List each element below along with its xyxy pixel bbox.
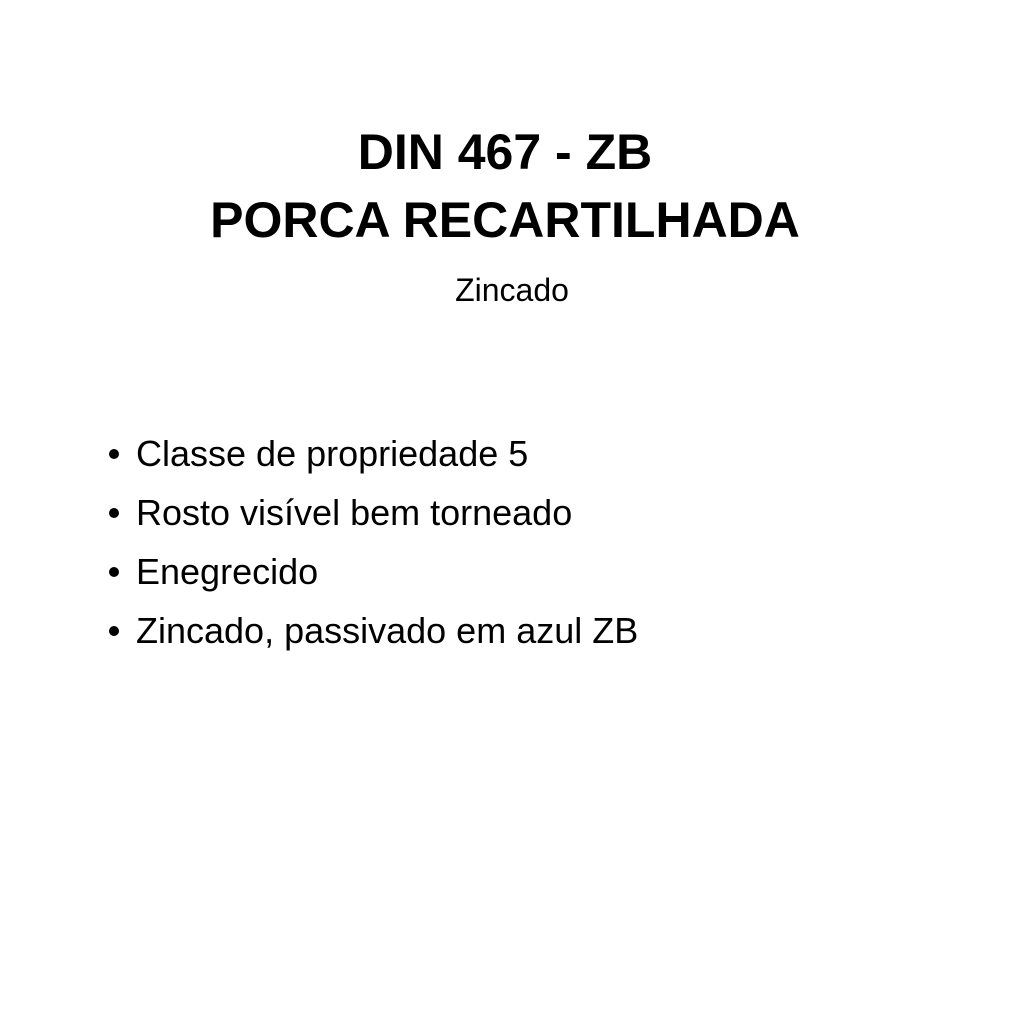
title-block xyxy=(0,118,1010,254)
feature-text: Zincado, passivado em azul ZB xyxy=(136,609,639,651)
bullet-icon xyxy=(109,567,119,577)
feature-list xyxy=(100,424,920,660)
list-item xyxy=(100,424,920,483)
product-name-title: PORCA RECARTILHADA xyxy=(210,192,800,248)
feature-text: Enegrecido xyxy=(136,550,319,592)
finish-subtitle: Zincado xyxy=(455,272,569,308)
feature-text: Rosto visível bem torneado xyxy=(136,491,573,533)
product-code-title: DIN 467 - ZB xyxy=(357,124,653,180)
list-item xyxy=(100,542,920,601)
bullet-icon xyxy=(109,626,119,636)
bullet-icon xyxy=(109,508,119,518)
list-item xyxy=(100,483,920,542)
feature-text: Classe de propriedade 5 xyxy=(136,432,529,474)
list-item xyxy=(100,601,920,660)
bullet-icon xyxy=(109,449,119,459)
